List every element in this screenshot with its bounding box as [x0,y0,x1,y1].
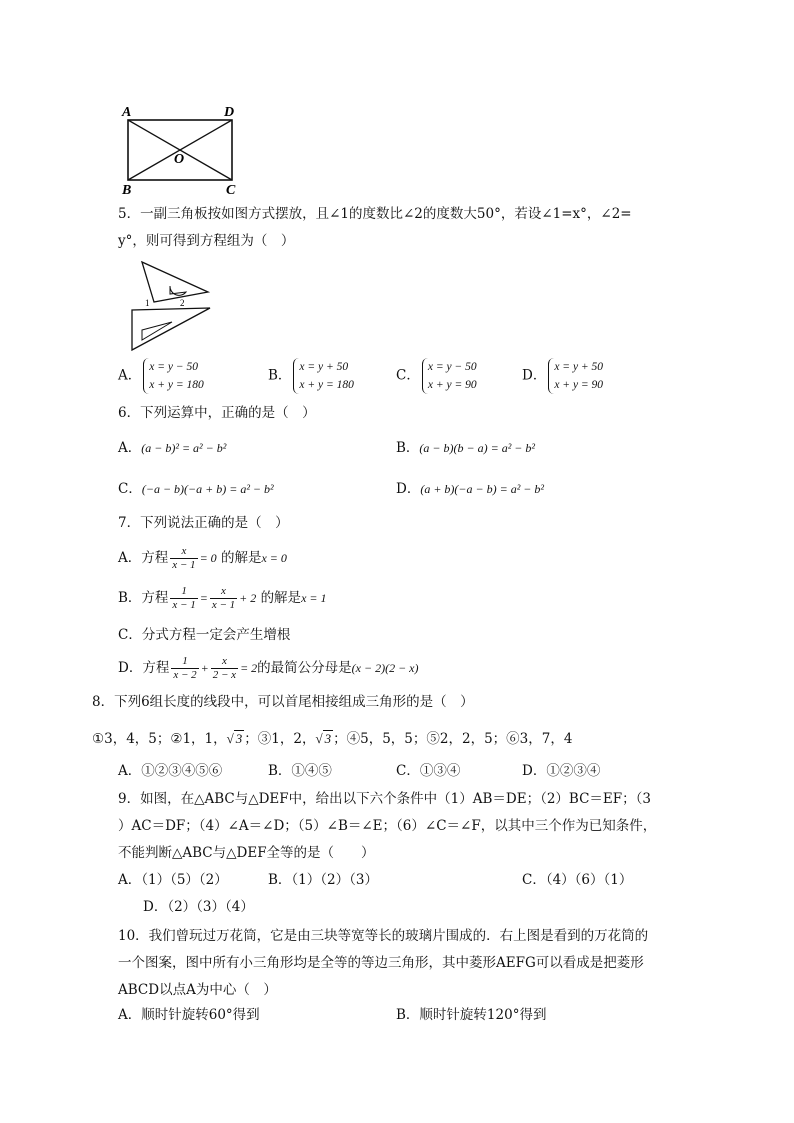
q6-option-b-label: B． [396,440,420,456]
q7-b-fraction2 [210,585,237,612]
q5-option-a [118,358,204,394]
q8-groups-part2: ；③1，2， [244,731,316,747]
q8-option-d: D．①②③④ [522,763,601,779]
q5-b-eq1: x = y + 50 [299,361,349,373]
q9-option-d: D．（2）（3）（4） [143,899,254,915]
q7-d-den1: x − 2 [173,669,197,681]
q5-option-b [268,358,354,394]
q7-option-c: C．分式方程一定会产生增根 [118,627,291,643]
q7-a-sol: x = 0 [261,551,287,565]
q6-option-d [396,480,544,498]
q7-d-fraction1 [171,655,198,682]
q7-d-sol: (x − 2)(2 − x) [351,661,419,675]
q5-d-eq2: x + y = 90 [554,379,604,391]
vertex-label-d: D [224,105,235,120]
q8-groups [92,730,572,748]
q10-line2: 一个图案，图中所有小三角形均是全等的等边三角形，其中菱形AEFG可以看成是把菱形 [118,955,644,971]
q5-option-b-system [293,358,353,394]
q7-stem: 7．下列说法正确的是（ ） [118,515,289,531]
q5-a-eq2: x + y = 180 [149,379,204,391]
q5-option-c [396,358,477,394]
q7-b-num1: 1 [170,585,197,599]
q7-d-mid: = 2 [240,661,258,675]
q7-b-den2: x − 1 [211,599,236,611]
q7-option-d [118,655,419,682]
q8-sqrt-2-radicand: 3 [324,731,332,746]
q5-option-d-system [548,358,603,394]
q5-line2: y°，则可得到方程组为（ ） [118,233,295,249]
q10-option-b: B．顺时针旋转120°得到 [396,1007,547,1023]
q9-option-b: B．（1）（2）（3） [268,872,378,888]
q5-a-eq1: x = y − 50 [149,361,198,373]
q10-line3: ABCD以点A为中心（ ） [118,982,277,998]
q9-line3: 不能判断△ABC与△DEF全等的是（ ） [118,845,375,861]
q5-option-d-label: D． [522,367,547,384]
q6-option-a-label: A． [118,440,142,456]
q7-b-post: 的解是 [260,590,302,606]
q8-option-b: B．①④⑤ [268,763,332,779]
q6-option-a [118,439,226,457]
q5-option-c-system [422,358,477,394]
q6-option-d-expr: (a + b)(−a − b) = a² − b² [420,482,544,496]
q5-option-a-label: A． [118,367,142,384]
q7-b-eq: = [199,591,208,605]
q8-groups-part1: ①3，4，5；②1，1， [92,731,227,747]
q10-line1: 10．我们曾玩过万花筒，它是由三块等宽等长的玻璃片围成的．右上图是看到的万花筒的 [118,928,649,944]
vertex-label-c: C [226,183,236,198]
q7-d-den2: 2 − x [212,669,237,681]
q9-option-c: C．（4）（6）（1） [522,872,633,888]
q5-option-b-label: B． [268,367,292,384]
q7-a-num: x [170,545,197,559]
angle-label-1: 1 [145,298,150,308]
q8-sqrt-2: √ 3 [315,731,332,746]
q5-d-eq1: x = y + 50 [554,361,604,373]
q10-option-a: A．顺时针旋转60°得到 [118,1007,260,1023]
q7-d-num2: x [211,655,238,669]
q6-option-c-label: C． [118,481,142,497]
q6-option-b-expr: (a − b)(b − a) = a² − b² [419,441,535,455]
q7-option-a [118,545,287,572]
q7-b-fraction1 [170,585,197,612]
triangle-rulers-figure [126,258,216,354]
q7-b-den1: x − 1 [172,599,196,611]
q8-sqrt-1-radicand: 3 [235,731,243,746]
q8-sqrt-1: √ 3 [226,731,243,746]
q8-groups-part3: ；④5，5，5；⑤2，2，5；⑥3，7，4 [333,731,573,747]
q7-d-pre: D．方程 [118,660,170,676]
q7-d-post: 的最简公分母是 [257,660,352,676]
q9-line2: ）AC＝DF；（4）∠A＝∠D；（5）∠B＝∠E；（6）∠C＝∠F，以其中三个作为已知条件， [118,818,657,834]
q9-option-a: A．（1）（5）（2） [118,872,228,888]
q6-option-c-expr: (−a − b)(−a + b) = a² − b² [141,482,274,496]
q8-option-c: C．①③④ [396,763,461,779]
q7-d-num1: 1 [171,655,198,669]
q6-stem: 6．下列运算中，正确的是（ ） [118,405,316,421]
vertex-label-a: A [122,105,132,120]
q5-option-a-system [143,358,203,394]
q7-b-num2: x [210,585,237,599]
q6-option-b [396,439,535,457]
q7-b-sol: x = 1 [301,591,327,605]
q5-option-c-label: C． [396,367,420,384]
q7-option-b [118,585,327,612]
q5-option-d [522,358,603,394]
q7-b-mid: + 2 [239,591,257,605]
q6-option-d-label: D． [396,481,421,497]
q8-stem: 8．下列6组长度的线段中，可以首尾相接组成三角形的是（ ） [92,694,474,710]
q9-line1: 9．如图，在△ABC与△DEF中，给出以下六个条件中（1）AB＝DE；（2）BC＝EF；（3 [118,791,651,807]
q7-a-post: 的解是 [220,550,262,566]
vertex-label-o: O [174,152,185,167]
q5-line1: 5．一副三角板按如图方式摆放，且∠1的度数比∠2的度数大50°，若设∠1=x°，∠2= [118,206,632,222]
q7-a-pre: A．方程 [118,550,169,566]
q7-d-fraction2 [211,655,238,682]
q7-d-plus: + [200,661,209,675]
q6-option-c [118,480,274,498]
q7-a-fraction [170,545,197,572]
q5-c-eq2: x + y = 90 [427,379,477,391]
q6-option-a-expr: (a − b)² = a² − b² [141,441,227,455]
vertex-label-b: B [122,183,132,198]
rectangle-diagonals-figure [116,100,246,198]
q7-a-mid: = 0 [199,551,217,565]
q8-option-a: A．①②③④⑤⑥ [118,763,223,779]
angle-label-2: 2 [180,298,185,308]
q7-b-pre: B．方程 [118,590,169,606]
q7-a-den: x − 1 [172,559,196,571]
q5-b-eq2: x + y = 180 [299,379,354,391]
q5-c-eq1: x = y − 50 [427,361,477,373]
